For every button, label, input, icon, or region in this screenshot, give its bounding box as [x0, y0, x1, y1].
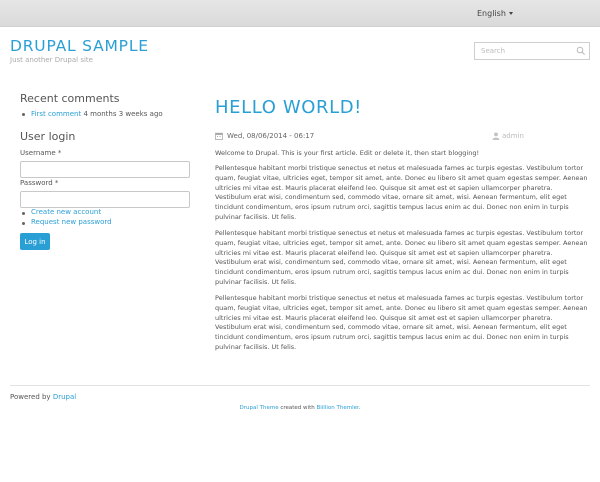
user-icon: [492, 132, 500, 140]
post-paragraph: Welcome to Drupal. This is your first article. Edit or delete it, then start blogging!: [215, 149, 480, 157]
post-paragraph: Pellentesque habitant morbi tristique senectus et netus et malesuada fames ac turpis egestas. Vestibulum tortor quam, feugiat vitae, ultricies eget, tempor sit amet, ante. Donec eu libero sit amet quam egestas semper. Aenean ultricies mi vitae est. Mauris placerat eleifend leo. Quisque sit amet est et sapien ullamcorper pharetra. Vestibulum erat wisi, condimentum sed, commodo vitae, ornare sit amet, wisi. Aenean fermentum, elit eget tincidunt condimentum, eros ipsum rutrum orci, sagittis tempus lacus enim ac dui. Donec non enim in turpis pulvinar facilisis. Ut felis.: [215, 164, 588, 221]
username-label: Username *: [20, 149, 62, 157]
powered-by-text: Powered by: [10, 393, 51, 401]
calendar-icon: [215, 132, 223, 140]
password-field[interactable]: [20, 191, 190, 208]
drupal-link[interactable]: Drupal: [52, 393, 77, 401]
recent-comment-meta: 4 months 3 weeks ago: [83, 110, 163, 118]
credits-text: created with: [280, 405, 315, 411]
list-bullet: [22, 113, 25, 116]
recent-comments-heading: Recent comments: [20, 92, 120, 105]
search-input[interactable]: [475, 43, 575, 59]
top-bar: [0, 0, 600, 27]
search-icon[interactable]: [576, 46, 586, 56]
username-field[interactable]: [20, 161, 190, 178]
post-paragraph: Pellentesque habitant morbi tristique senectus et netus et malesuada fames ac turpis egestas. Vestibulum tortor quam, feugiat vitae, ultricies eget, tempor sit amet, ante. Donec eu libero sit amet quam egestas semper. Aenean ultricies mi vitae est. Mauris placerat eleifend leo. Quisque sit amet est et sapien ullamcorper pharetra. Vestibulum erat wisi, condimentum sed, commodo vitae, ornare sit amet, wisi. Aenean fermentum, elit eget tincidunt condimentum, eros ipsum rutrum orci, sagittis tempus lacus enim ac dui. Donec non enim in turpis pulvinar facilisis. Ut felis.: [215, 294, 588, 351]
request-password-link[interactable]: Request new password: [31, 218, 112, 226]
recent-comment-link[interactable]: First comment: [31, 110, 82, 118]
post-paragraph: Pellentesque habitant morbi tristique senectus et netus et malesuada fames ac turpis egestas. Vestibulum tortor quam, feugiat vitae, ultricies eget, tempor sit amet, ante. Donec eu libero sit amet quam egestas semper. Aenean ultricies mi vitae est. Mauris placerat eleifend leo. Quisque sit amet est et sapien ullamcorper pharetra. Vestibulum erat wisi, condimentum sed, commodo vitae, ornare sit amet, wisi. Aenean fermentum, elit eget tincidunt condimentum, eros ipsum rutrum orci, sagittis tempus lacus enim ac dui. Donec non enim in turpis pulvinar facilisis. Ut felis.: [215, 229, 588, 286]
post-date: Wed, 08/06/2014 - 06:17: [227, 132, 315, 140]
recent-comment-item: [31, 110, 163, 118]
create-account-link[interactable]: Create new account: [31, 208, 102, 216]
footer-divider: [10, 385, 590, 386]
site-slogan: Just another Drupal site: [10, 56, 93, 64]
language-label: English: [477, 9, 506, 18]
password-label: Password *: [20, 179, 59, 187]
powered-by: [10, 393, 76, 401]
theme-credits: [0, 405, 600, 411]
list-bullet: [22, 222, 25, 225]
search-form: [474, 42, 590, 60]
credits-period: .: [358, 405, 361, 411]
drupal-theme-link[interactable]: Drupal Theme: [239, 405, 279, 411]
site-name[interactable]: DRUPAL SAMPLE: [10, 37, 149, 55]
login-button[interactable]: Log in: [20, 233, 50, 250]
user-login-heading: User login: [20, 130, 76, 143]
caret-down-icon: [509, 12, 513, 15]
list-bullet: [22, 212, 25, 215]
post-title[interactable]: HELLO WORLD!: [215, 97, 362, 118]
language-switcher[interactable]: [477, 9, 513, 18]
post-author[interactable]: admin: [502, 132, 524, 140]
themler-link[interactable]: Biillion Themler: [316, 405, 359, 411]
